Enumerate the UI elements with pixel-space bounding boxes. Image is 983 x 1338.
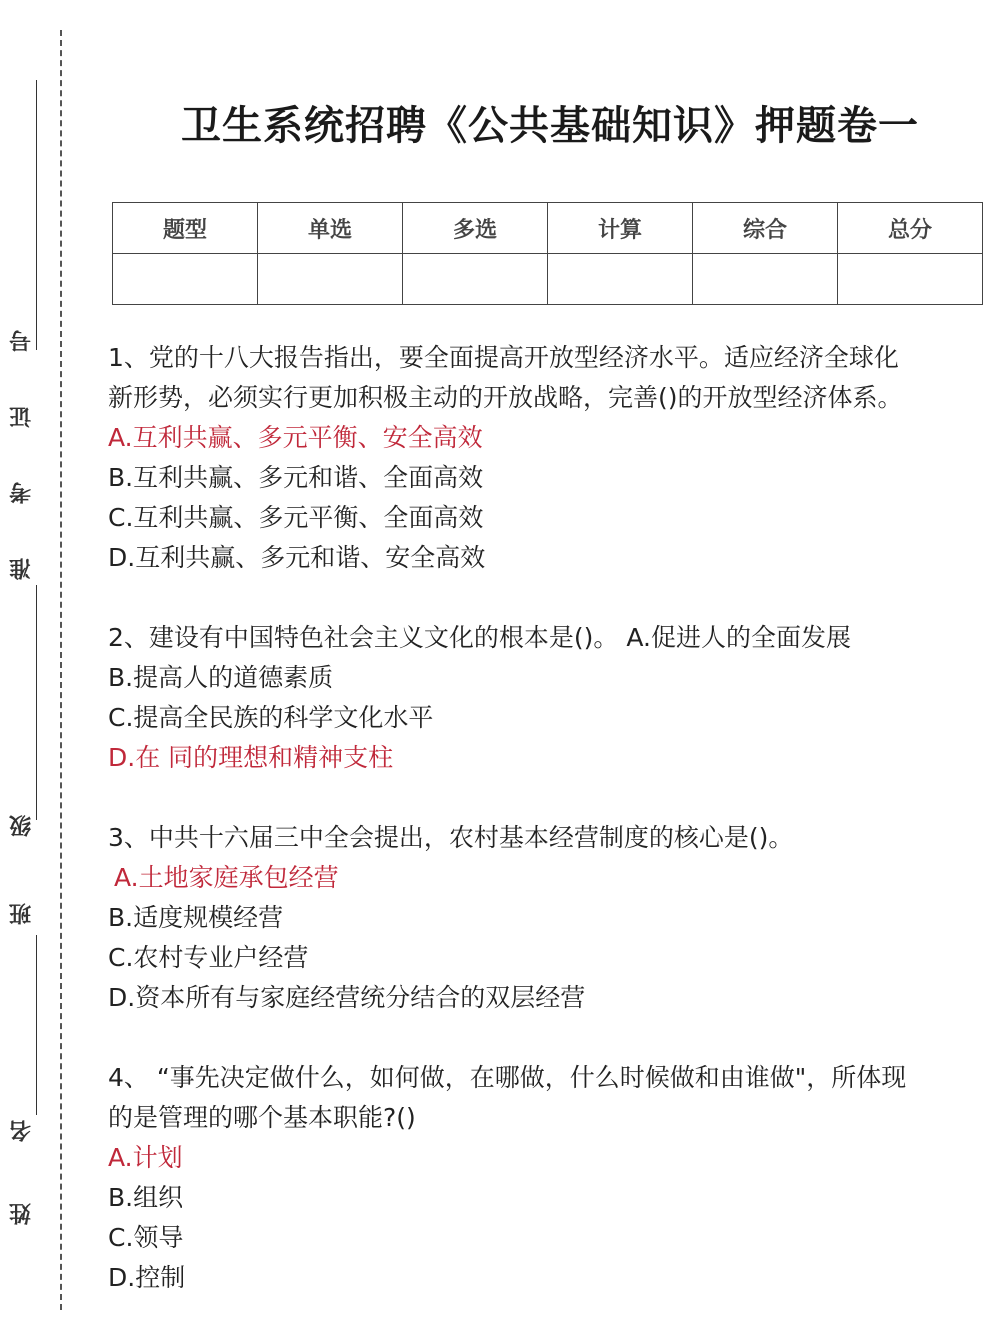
- score-value-cell: [838, 254, 983, 305]
- name-fill-line: [36, 935, 37, 1115]
- score-value-cell: [693, 254, 838, 305]
- score-table: [112, 202, 983, 305]
- option-b: B.适度规模经营: [108, 903, 284, 932]
- option-b: B.提高人的道德素质: [108, 663, 334, 692]
- score-table-value-row: [113, 254, 983, 305]
- score-header-cell: 总分: [838, 203, 983, 254]
- class-fill-line: [36, 585, 37, 820]
- score-value-cell: [403, 254, 548, 305]
- option-a-correct: A.互利共赢、多元平衡、安全高效: [108, 423, 483, 452]
- option-c: C.领导: [108, 1223, 184, 1252]
- option-a-correct: A.土地家庭承包经营: [114, 863, 339, 892]
- question-2: [108, 618, 983, 778]
- question-list: [108, 338, 983, 1338]
- binding-margin: [0, 0, 70, 1311]
- question-3: [108, 818, 983, 1018]
- option-d: D.资本所有与家庭经营统分结合的双层经营: [108, 983, 586, 1012]
- class-label: 班 级: [8, 815, 35, 925]
- question-1: [108, 338, 983, 578]
- question-stem: 3、中共十六届三中全会提出，农村基本经营制度的核心是()。: [108, 823, 794, 852]
- option-d-correct: D.在 同的理想和精神支柱: [108, 743, 394, 772]
- question-stem: 2、建设有中国特色社会主义文化的根本是()。 A.促进人的全面发展: [108, 623, 851, 652]
- score-value-cell: [113, 254, 258, 305]
- option-c: C.互利共赢、多元平衡、全面高效: [108, 503, 484, 532]
- score-value-cell: [548, 254, 693, 305]
- score-header-cell: 多选: [403, 203, 548, 254]
- admission-fill-line: [36, 80, 37, 350]
- option-b: B.互利共赢、多元和谐、全面高效: [108, 463, 484, 492]
- question-4: [108, 1058, 983, 1298]
- option-c: C.农村专业户经营: [108, 943, 309, 972]
- score-table-header-row: [113, 203, 983, 254]
- question-stem: 1、党的十八大报告指出，要全面提高开放型经济水平。适应经济全球化: [108, 343, 899, 372]
- score-header-cell: 题型: [113, 203, 258, 254]
- option-a-correct: A.计划: [108, 1143, 183, 1172]
- score-header-cell: 综合: [693, 203, 838, 254]
- question-stem: 的是管理的哪个基本职能?(): [108, 1103, 416, 1132]
- question-stem: 新形势，必须实行更加积极主动的开放战略，完善()的开放型经济体系。: [108, 383, 903, 412]
- score-header-cell: 单选: [258, 203, 403, 254]
- question-stem: 4、 “事先决定做什么，如何做，在哪做，什么时候做和由谁做"，所体现: [108, 1063, 907, 1092]
- admission-number-label: 准 考 证 号: [8, 330, 35, 580]
- option-d: D.互利共赢、多元和谐、安全高效: [108, 543, 486, 572]
- option-c: C.提高全民族的科学文化水平: [108, 703, 434, 732]
- page-title: 卫生系统招聘《公共基础知识》押题卷一: [181, 103, 919, 149]
- binding-dashed-line: [60, 30, 62, 1310]
- option-d: D.控制: [108, 1263, 186, 1292]
- score-header-cell: 计算: [548, 203, 693, 254]
- score-value-cell: [258, 254, 403, 305]
- name-label: 姓 名: [8, 1120, 35, 1225]
- option-b: B.组织: [108, 1183, 184, 1212]
